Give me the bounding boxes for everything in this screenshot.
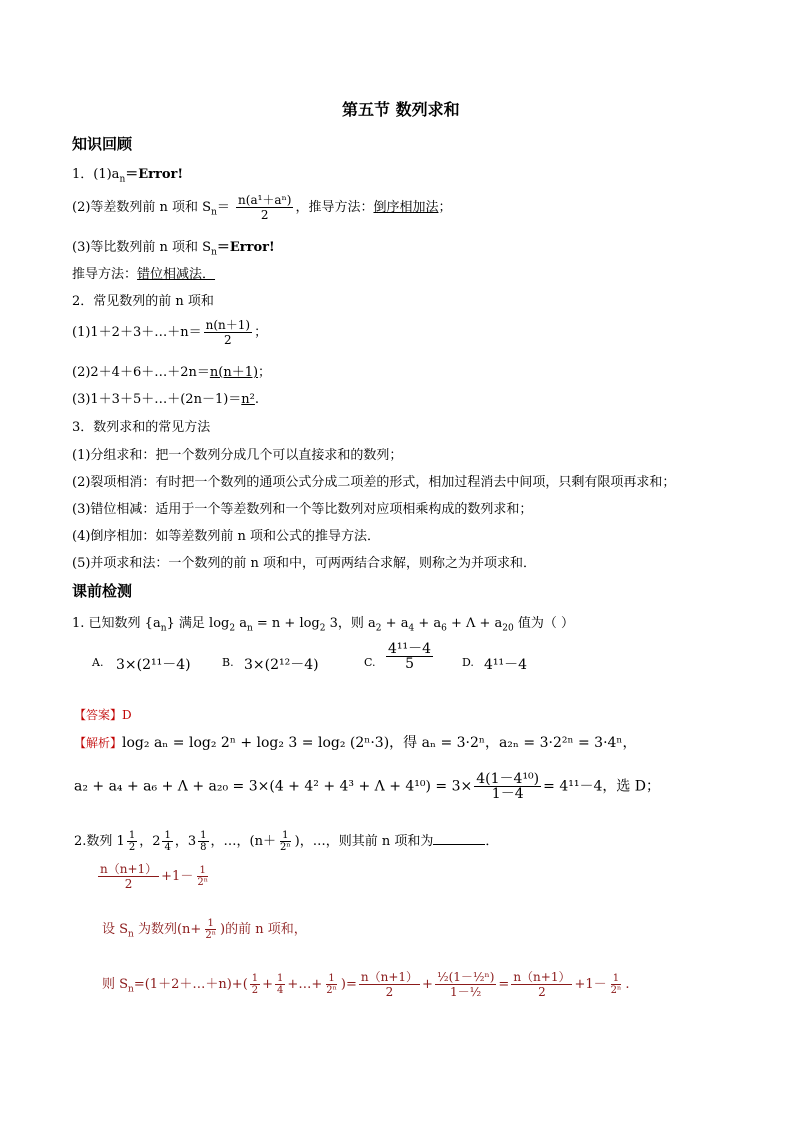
denominator: 5 xyxy=(405,656,414,672)
method-5: (5)并项求和法：一个数列的前 n 项和中，可两两结合求解，则称之为并项求和． xyxy=(72,556,537,571)
item-1-4 xyxy=(72,263,215,282)
method-4: (4)倒序相加：如等差数列前 n 项和公式的推导方法． xyxy=(72,529,381,544)
numerator: 4¹¹－4 xyxy=(388,641,432,657)
text: ． xyxy=(485,834,499,849)
num: n（n+1） xyxy=(100,862,158,876)
num: 1 xyxy=(282,830,289,841)
num: n（n+1） xyxy=(360,970,419,984)
option-a-label: A. xyxy=(92,656,104,669)
den: 2 xyxy=(385,985,394,999)
text: 1. 已知数列 {a xyxy=(72,616,161,631)
text: +…+ xyxy=(287,977,323,992)
page-title: 第五节 数列求和 xyxy=(342,100,460,119)
text: )，…，则其前 n 项和为 xyxy=(294,834,434,849)
fraction xyxy=(198,830,208,853)
error-text: ＝Error! xyxy=(125,167,184,182)
den: 8 xyxy=(200,842,207,853)
num: 1 xyxy=(251,973,259,984)
fraction xyxy=(275,973,285,996)
text: = xyxy=(498,977,510,992)
text: 2.数列 1 xyxy=(74,834,125,849)
text: 1．(1)a xyxy=(72,167,120,182)
text: (n＋ xyxy=(249,834,276,849)
fraction xyxy=(98,862,159,891)
numerator: n(a¹＋aⁿ) xyxy=(238,193,292,207)
num: 1 xyxy=(200,830,207,841)
item-2-1 xyxy=(72,318,267,347)
text: a₂ + a₄ + a₆ + Λ + a₂₀ = 3×(4 + 4² + 4³ + Λ + 4¹⁰) = 3× xyxy=(74,778,473,795)
text: ； xyxy=(438,200,452,215)
fraction xyxy=(359,970,420,999)
fraction xyxy=(324,973,339,996)
den: 2 xyxy=(124,877,133,891)
option-b-label: B. xyxy=(222,656,234,669)
den: 2ⁿ xyxy=(205,930,217,941)
item-3: 3．数列求和的常见方法 xyxy=(72,420,211,435)
text: + a xyxy=(381,616,409,631)
sub: n xyxy=(128,929,134,940)
fraction xyxy=(435,970,496,999)
text: 3，则 a xyxy=(325,616,376,631)
denominator: 1－4 xyxy=(491,786,524,802)
section-heading-review: 知识回顾 xyxy=(72,135,133,153)
option-a: 3×(2¹¹－4) xyxy=(116,657,191,673)
item-2: 2．常见数列的前 n 项和 xyxy=(72,294,214,309)
fraction xyxy=(511,970,572,999)
text: (2)等差数列前 n 项和 S xyxy=(72,200,212,215)
num: 1 xyxy=(612,973,620,984)
text: (1)1＋2＋3＋…＋n＝ xyxy=(72,325,202,340)
question-2 xyxy=(74,830,498,853)
text: = 4¹¹－4，选 D； xyxy=(543,778,661,795)
solution-line-1 xyxy=(74,732,637,752)
text: 值为（ ） xyxy=(513,616,575,631)
text: ； xyxy=(254,325,268,340)
text: + xyxy=(422,977,433,992)
text: . xyxy=(625,977,630,992)
text: } 满足 log xyxy=(166,616,230,631)
item-1-2 xyxy=(72,193,452,222)
error-text: ＝Error! xyxy=(216,240,275,255)
text: (n+ xyxy=(176,922,202,937)
fraction xyxy=(236,193,293,222)
question-1: 1. 已知数列 $\{a_n\}$ 满足 $\log_2 a_n = n + \log_2 3$，则 $a_2 + a_4 + a_6 + \Lambda + a_{20}$ 值为（ ） xyxy=(72,616,575,634)
text: ，…， xyxy=(210,834,250,849)
numerator: 4(1－4¹⁰) xyxy=(476,771,540,787)
num: 1 xyxy=(277,973,284,984)
text: . xyxy=(254,392,260,407)
den: 4 xyxy=(164,842,171,853)
den: 2ⁿ xyxy=(279,842,291,853)
num: 1 xyxy=(128,830,136,841)
text: 的前 n 项和， xyxy=(225,922,307,937)
den: 2 xyxy=(128,842,136,853)
text: +1－ xyxy=(161,869,194,884)
text: (3)等比数列前 n 项和 S xyxy=(72,240,212,255)
numerator: n(n＋1) xyxy=(205,318,251,332)
underlined-answer: 错位相减法． xyxy=(137,267,216,282)
den: 4 xyxy=(277,985,284,996)
text: ＝ xyxy=(216,200,230,215)
method-3: (3)错位相减：适用于一个等差数列和一个等比数列对应项相乘构成的数列求和； xyxy=(72,502,533,517)
underlined-answer: n² xyxy=(241,392,255,407)
method-1: (1)分组求和：把一个数列分成几个可以直接求和的数列； xyxy=(72,448,403,463)
fraction xyxy=(278,830,293,853)
fraction xyxy=(250,973,260,996)
fraction xyxy=(127,830,137,853)
option-b: 3×(2¹²－4) xyxy=(244,657,319,673)
text: =(1＋2＋…＋n)+ xyxy=(133,977,243,992)
text: ( xyxy=(242,977,248,992)
text: +1－ xyxy=(574,977,607,992)
option-d: 4¹¹－4 xyxy=(484,657,528,673)
den: 2 xyxy=(251,985,259,996)
text: = n + log xyxy=(252,616,320,631)
sub: n xyxy=(211,207,217,218)
item-2-2 xyxy=(72,361,271,380)
text: a xyxy=(235,616,247,631)
text: log₂ aₙ = log₂ 2ⁿ + log₂ 3 = log₂ (2ⁿ·3)，得 aₙ = 3·2ⁿ，a₂ₙ = 3·2²ⁿ = 3·4ⁿ， xyxy=(122,735,637,751)
text: (2)2＋4＋6＋…＋2n＝ xyxy=(72,365,210,380)
num: 1 xyxy=(164,830,171,841)
text: 设 S xyxy=(102,922,129,937)
solution-label: 【解析】 xyxy=(74,736,123,750)
option-c-label: C. xyxy=(364,656,376,669)
answer-blank xyxy=(433,832,485,845)
text: 推导方法： xyxy=(72,267,138,282)
solution-2-line-2 xyxy=(102,970,629,999)
underlined-answer: n(n＋1) xyxy=(209,365,259,380)
underlined-answer: 倒序相加法 xyxy=(373,200,439,215)
item-1 xyxy=(72,163,183,185)
text: + xyxy=(262,977,274,992)
fraction xyxy=(195,865,210,888)
item-1-3 xyxy=(72,236,275,258)
option-d-label: D. xyxy=(462,656,474,669)
num: n（n+1） xyxy=(513,970,571,984)
answer xyxy=(74,706,132,723)
option-c xyxy=(384,642,435,671)
fraction xyxy=(474,772,541,801)
text: + a xyxy=(414,616,442,631)
fraction xyxy=(609,973,624,996)
fraction xyxy=(203,918,218,941)
text: 则 S xyxy=(102,977,129,992)
den: 2ⁿ xyxy=(610,985,622,996)
num: ½(1－½ⁿ) xyxy=(436,970,495,984)
answer-2 xyxy=(96,862,212,891)
text: ； xyxy=(258,365,272,380)
section-heading-pretest: 课前检测 xyxy=(72,582,133,600)
den: 2 xyxy=(538,985,546,999)
fraction xyxy=(162,830,172,853)
method-2: (2)裂项相消：有时把一个数列的通项公式分成二项差的形式，相加过程消去中间项，只剩有限项再求和； xyxy=(72,475,676,490)
num: 1 xyxy=(199,865,206,876)
den: 2ⁿ xyxy=(326,985,337,996)
sub: n xyxy=(119,174,126,185)
solution-line-2 xyxy=(74,772,660,801)
text: ，3 xyxy=(174,834,197,849)
answer-label: 【答案】 xyxy=(74,708,123,722)
text: ，推导方法： xyxy=(295,200,374,215)
den: 1－½ xyxy=(450,985,482,999)
num: 1 xyxy=(328,973,335,984)
sub: n xyxy=(128,984,134,995)
text: + Λ + a xyxy=(446,616,503,631)
text: ) xyxy=(220,922,226,937)
text: 为数列 xyxy=(133,922,177,937)
text: )= xyxy=(340,977,357,992)
fraction xyxy=(386,642,433,671)
sub: n xyxy=(211,247,217,258)
answer-value: D xyxy=(122,708,132,722)
num: 1 xyxy=(207,918,214,929)
denominator: 2 xyxy=(224,333,232,347)
text: (3)1＋3＋5＋…＋(2n－1)＝ xyxy=(72,392,242,407)
denominator: 2 xyxy=(260,208,269,222)
den: 2ⁿ xyxy=(197,877,209,888)
solution-2-line-1 xyxy=(102,918,307,941)
text: ，2 xyxy=(139,834,161,849)
item-2-3 xyxy=(72,388,259,407)
fraction xyxy=(204,318,252,347)
